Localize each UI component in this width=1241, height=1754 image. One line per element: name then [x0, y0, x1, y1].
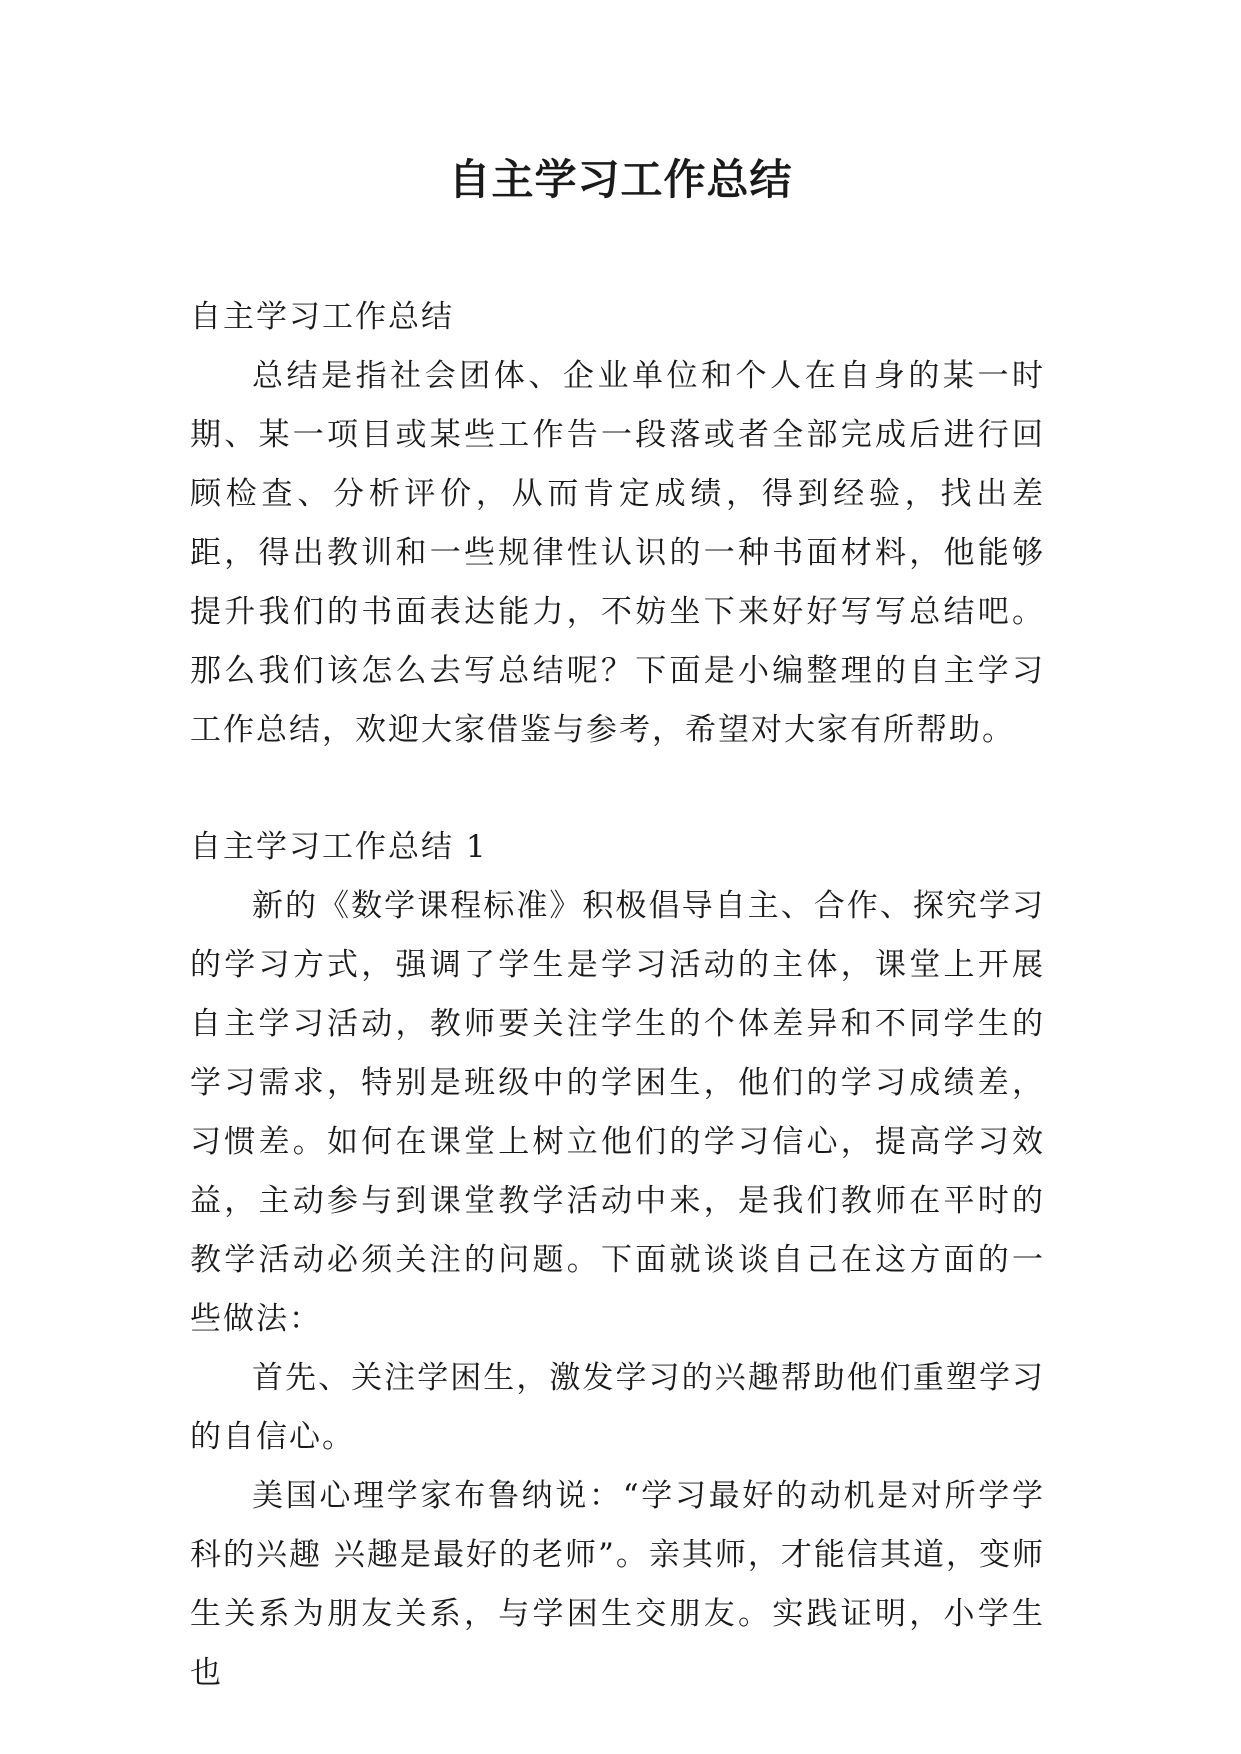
section-1-paragraph: 新的《数学课程标准》积极倡导自主、合作、探究学习的学习方式，强调了学生是学习活动的主体，课堂上开展自主学习活动，教师要关注学生的个体差异和不同学生的学习需求，特别是班级中的学困生，他们的学习成绩差，习惯差。如何在课堂上树立他们的学习信心，提高学习效益，主动参与到课堂教学活动中来，是我们教师在平时的教学活动必须关注的问题。下面就谈谈自己在这方面的一些做法：	[190, 888, 1045, 1337]
document-title: 自主学习工作总结	[448, 155, 793, 204]
intro-paragraph: 总结是指社会团体、企业单位和个人在自身的某一时期、某一项目或某些工作告一段落或者全部完成后进行回顾检查、分析评价，从而肯定成绩，得到经验，找出差距，得出教训和一些规律性认识的一种书面材料，他能够提升我们的书面表达能力，不妨坐下来好好写写总结吧。那么我们该怎么去写总结呢？下面是小编整理的自主学习工作总结，欢迎大家借鉴与参考，希望对大家有所帮助。	[190, 358, 1045, 748]
intro-section	[190, 288, 1045, 760]
section-1-paragraph: 美国心理学家布鲁纳说：“学习最好的动机是对所学学科的兴趣 兴趣是最好的老师”。亲其师，才能信其道，变师生关系为朋友关系，与学困生交朋友。实践证明，小学生也	[190, 1478, 1045, 1691]
intro-heading: 自主学习工作总结	[190, 299, 454, 335]
section-1	[190, 818, 1045, 1703]
section-1-paragraph: 首先、关注学困生，激发学习的兴趣帮助他们重塑学习的自信心。	[190, 1360, 1045, 1455]
section-1-heading: 自主学习工作总结 1	[190, 829, 488, 865]
